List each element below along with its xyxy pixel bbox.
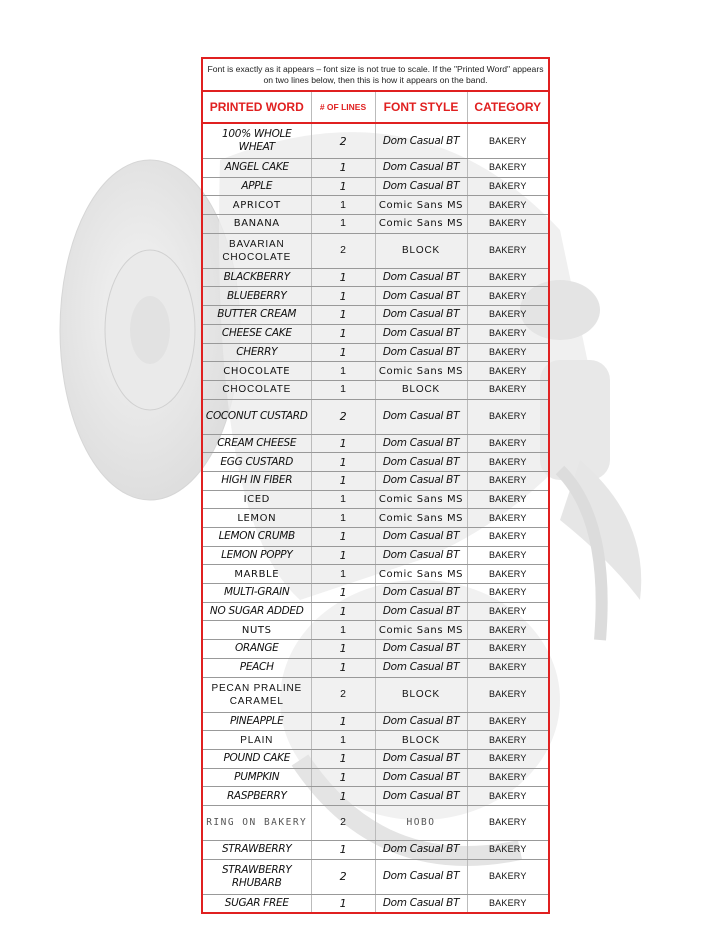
table-row	[203, 658, 548, 677]
printed-word-cell: COCONUT CUSTARD	[203, 399, 311, 434]
category-cell: BAKERY	[467, 859, 548, 894]
font-style-cell: BLOCK	[375, 233, 467, 268]
table-row	[203, 859, 548, 894]
lines-cell: 2	[311, 233, 375, 268]
table-row	[203, 749, 548, 768]
printed-word-cell: APRICOT	[203, 196, 311, 215]
font-style-cell: Dom Casual BT	[375, 177, 467, 196]
font-style-cell: Dom Casual BT	[375, 343, 467, 362]
font-style-cell: Dom Casual BT	[375, 712, 467, 731]
printed-word-cell: MULTI-GRAIN	[203, 584, 311, 603]
category-cell: BAKERY	[467, 565, 548, 584]
font-style-cell: BLOCK	[375, 380, 467, 399]
table-row	[203, 324, 548, 343]
category-cell: BAKERY	[467, 362, 548, 381]
category-cell: BAKERY	[467, 602, 548, 621]
font-style-cell: Comic Sans MS	[375, 509, 467, 528]
lines-cell: 2	[311, 805, 375, 840]
table-row	[203, 565, 548, 584]
table-row	[203, 731, 548, 750]
table-row	[203, 840, 548, 859]
printed-word-cell: ICED	[203, 490, 311, 509]
font-style-cell: Dom Casual BT	[375, 399, 467, 434]
printed-word-cell: PEACH	[203, 658, 311, 677]
category-cell: BAKERY	[467, 584, 548, 603]
table-row	[203, 621, 548, 640]
printed-word-cell: BAVARIAN CHOCOLATE	[203, 233, 311, 268]
table-row	[203, 712, 548, 731]
printed-word-cell: CHOCOLATE	[203, 380, 311, 399]
printed-word-cell: CHOCOLATE	[203, 362, 311, 381]
category-cell: BAKERY	[467, 471, 548, 490]
printed-word-cell: POUND CAKE	[203, 749, 311, 768]
lines-cell: 1	[311, 840, 375, 859]
printed-word-cell: PLAIN	[203, 731, 311, 750]
header-font-style: FONT STYLE	[375, 92, 467, 123]
table-row	[203, 509, 548, 528]
font-style-cell: Comic Sans MS	[375, 215, 467, 234]
category-cell: BAKERY	[467, 434, 548, 453]
table-row	[203, 434, 548, 453]
header-category: CATEGORY	[467, 92, 548, 123]
category-cell: BAKERY	[467, 787, 548, 806]
font-style-cell: Comic Sans MS	[375, 196, 467, 215]
lines-cell: 2	[311, 677, 375, 712]
category-cell: BAKERY	[467, 749, 548, 768]
table-row	[203, 805, 548, 840]
lines-cell: 1	[311, 159, 375, 178]
printed-word-cell: BUTTER CREAM	[203, 306, 311, 325]
printed-word-cell: LEMON CRUMB	[203, 528, 311, 547]
font-style-cell: Dom Casual BT	[375, 640, 467, 659]
table-row	[203, 123, 548, 159]
printed-word-cell: CHERRY	[203, 343, 311, 362]
category-cell: BAKERY	[467, 196, 548, 215]
font-style-cell: Dom Casual BT	[375, 159, 467, 178]
table-row	[203, 399, 548, 434]
font-style-cell: Dom Casual BT	[375, 434, 467, 453]
table-row	[203, 177, 548, 196]
category-cell: BAKERY	[467, 268, 548, 287]
category-cell: BAKERY	[467, 306, 548, 325]
printed-word-cell: PINEAPPLE	[203, 712, 311, 731]
font-style-cell: Dom Casual BT	[375, 749, 467, 768]
lines-cell: 1	[311, 712, 375, 731]
category-cell: BAKERY	[467, 677, 548, 712]
table-row	[203, 768, 548, 787]
table-row	[203, 584, 548, 603]
lines-cell: 1	[311, 528, 375, 547]
table-row	[203, 380, 548, 399]
printed-word-cell: ANGEL CAKE	[203, 159, 311, 178]
printed-word-cell: LEMON POPPY	[203, 546, 311, 565]
lines-cell: 2	[311, 859, 375, 894]
lines-cell: 1	[311, 509, 375, 528]
lines-cell: 1	[311, 768, 375, 787]
font-style-cell: Dom Casual BT	[375, 546, 467, 565]
font-style-cell: BLOCK	[375, 731, 467, 750]
lines-cell: 1	[311, 196, 375, 215]
lines-cell: 1	[311, 602, 375, 621]
font-style-cell: HOBO	[375, 805, 467, 840]
product-label-sheet	[201, 57, 550, 914]
table-body	[203, 123, 548, 912]
table-row	[203, 894, 548, 912]
font-style-cell: Dom Casual BT	[375, 584, 467, 603]
table-row	[203, 306, 548, 325]
printed-word-cell: BANANA	[203, 215, 311, 234]
category-cell: BAKERY	[467, 453, 548, 472]
font-style-cell: Comic Sans MS	[375, 565, 467, 584]
lines-cell: 1	[311, 324, 375, 343]
printed-word-cell: ORANGE	[203, 640, 311, 659]
lines-cell: 1	[311, 362, 375, 381]
table-header-row	[203, 92, 548, 123]
lines-cell: 2	[311, 123, 375, 159]
printed-word-cell: CREAM CHEESE	[203, 434, 311, 453]
printed-word-cell: BLUEBERRY	[203, 287, 311, 306]
printed-word-cell: PUMPKIN	[203, 768, 311, 787]
lines-cell: 1	[311, 215, 375, 234]
category-cell: BAKERY	[467, 123, 548, 159]
printed-word-cell: RING ON BAKERY	[203, 805, 311, 840]
lines-cell: 1	[311, 621, 375, 640]
category-cell: BAKERY	[467, 640, 548, 659]
printed-word-cell: 100% WHOLE WHEAT	[203, 123, 311, 159]
header-lines: # OF LINES	[311, 92, 375, 123]
font-style-cell: Comic Sans MS	[375, 362, 467, 381]
lines-cell: 1	[311, 177, 375, 196]
font-style-cell: Dom Casual BT	[375, 306, 467, 325]
printed-word-cell: RASPBERRY	[203, 787, 311, 806]
lines-cell: 1	[311, 268, 375, 287]
font-style-cell: Dom Casual BT	[375, 324, 467, 343]
category-cell: BAKERY	[467, 380, 548, 399]
category-cell: BAKERY	[467, 658, 548, 677]
lines-cell: 1	[311, 731, 375, 750]
font-style-cell: Dom Casual BT	[375, 471, 467, 490]
table-row	[203, 159, 548, 178]
printed-word-cell: APPLE	[203, 177, 311, 196]
category-cell: BAKERY	[467, 343, 548, 362]
category-cell: BAKERY	[467, 840, 548, 859]
lines-cell: 1	[311, 584, 375, 603]
table-row	[203, 546, 548, 565]
table-row	[203, 268, 548, 287]
font-style-cell: BLOCK	[375, 677, 467, 712]
lines-cell: 1	[311, 490, 375, 509]
table-row	[203, 196, 548, 215]
category-cell: BAKERY	[467, 324, 548, 343]
printed-word-table	[203, 92, 548, 912]
font-style-cell: Dom Casual BT	[375, 602, 467, 621]
table-row	[203, 343, 548, 362]
category-cell: BAKERY	[467, 233, 548, 268]
font-style-cell: Dom Casual BT	[375, 453, 467, 472]
printed-word-cell: HIGH IN FIBER	[203, 471, 311, 490]
font-style-cell: Dom Casual BT	[375, 894, 467, 912]
printed-word-cell: MARBLE	[203, 565, 311, 584]
category-cell: BAKERY	[467, 731, 548, 750]
lines-cell: 1	[311, 787, 375, 806]
table-row	[203, 528, 548, 547]
lines-cell: 1	[311, 565, 375, 584]
lines-cell: 1	[311, 749, 375, 768]
lines-cell: 2	[311, 399, 375, 434]
table-row	[203, 287, 548, 306]
table-row	[203, 490, 548, 509]
category-cell: BAKERY	[467, 177, 548, 196]
printed-word-cell: PECAN PRALINE CARAMEL	[203, 677, 311, 712]
lines-cell: 1	[311, 453, 375, 472]
table-row	[203, 787, 548, 806]
table-row	[203, 233, 548, 268]
category-cell: BAKERY	[467, 805, 548, 840]
lines-cell: 1	[311, 546, 375, 565]
category-cell: BAKERY	[467, 490, 548, 509]
category-cell: BAKERY	[488, 897, 527, 908]
font-style-cell: Comic Sans MS	[375, 621, 467, 640]
printed-word-cell: NO SUGAR ADDED	[203, 602, 311, 621]
font-disclaimer-note: Font is exactly as it appears – font size is not true to scale. If the "Printed Word" appears on two lines below, then this is how it appears on the band.	[203, 59, 548, 92]
lines-cell: 1	[311, 434, 375, 453]
category-cell: BAKERY	[467, 768, 548, 787]
lines-cell: 1	[311, 471, 375, 490]
category-cell: BAKERY	[467, 528, 548, 547]
category-cell: BAKERY	[467, 712, 548, 731]
category-cell: BAKERY	[467, 509, 548, 528]
lines-cell: 1	[311, 306, 375, 325]
lines-cell: 1	[311, 287, 375, 306]
printed-word-cell: EGG CUSTARD	[203, 453, 311, 472]
category-cell: BAKERY	[467, 546, 548, 565]
lines-cell: 1	[311, 894, 375, 912]
category-cell: BAKERY	[467, 621, 548, 640]
table-row	[203, 677, 548, 712]
printed-word-cell: STRAWBERRY	[203, 840, 311, 859]
font-style-cell: Dom Casual BT	[375, 287, 467, 306]
category-cell: BAKERY	[467, 159, 548, 178]
printed-word-cell: BLACKBERRY	[203, 268, 311, 287]
category-cell: BAKERY	[467, 215, 548, 234]
table-row	[203, 453, 548, 472]
printed-word-cell: CHEESE CAKE	[203, 324, 311, 343]
font-style-cell: Dom Casual BT	[375, 123, 467, 159]
category-cell: BAKERY	[467, 287, 548, 306]
table-row	[203, 215, 548, 234]
header-printed-word: PRINTED WORD	[203, 92, 311, 123]
printed-word-cell: LEMON	[203, 509, 311, 528]
font-style-cell: Dom Casual BT	[375, 768, 467, 787]
table-row	[203, 640, 548, 659]
printed-word-cell: SUGAR FREE	[203, 894, 311, 912]
printed-word-cell: STRAWBERRY RHUBARB	[203, 859, 311, 894]
font-style-cell: Dom Casual BT	[375, 840, 467, 859]
font-style-cell: Dom Casual BT	[375, 658, 467, 677]
category-cell: BAKERY	[467, 399, 548, 434]
font-style-cell: Comic Sans MS	[375, 490, 467, 509]
lines-cell: 1	[311, 343, 375, 362]
lines-cell: 1	[311, 658, 375, 677]
font-style-cell: Dom Casual BT	[375, 528, 467, 547]
table-row	[203, 362, 548, 381]
printed-word-cell: NUTS	[203, 621, 311, 640]
lines-cell: 1	[311, 380, 375, 399]
font-style-cell: Dom Casual BT	[375, 268, 467, 287]
font-style-cell: Dom Casual BT	[375, 859, 467, 894]
lines-cell: 1	[311, 640, 375, 659]
font-style-cell: Dom Casual BT	[375, 787, 467, 806]
table-row	[203, 471, 548, 490]
table-row	[203, 602, 548, 621]
